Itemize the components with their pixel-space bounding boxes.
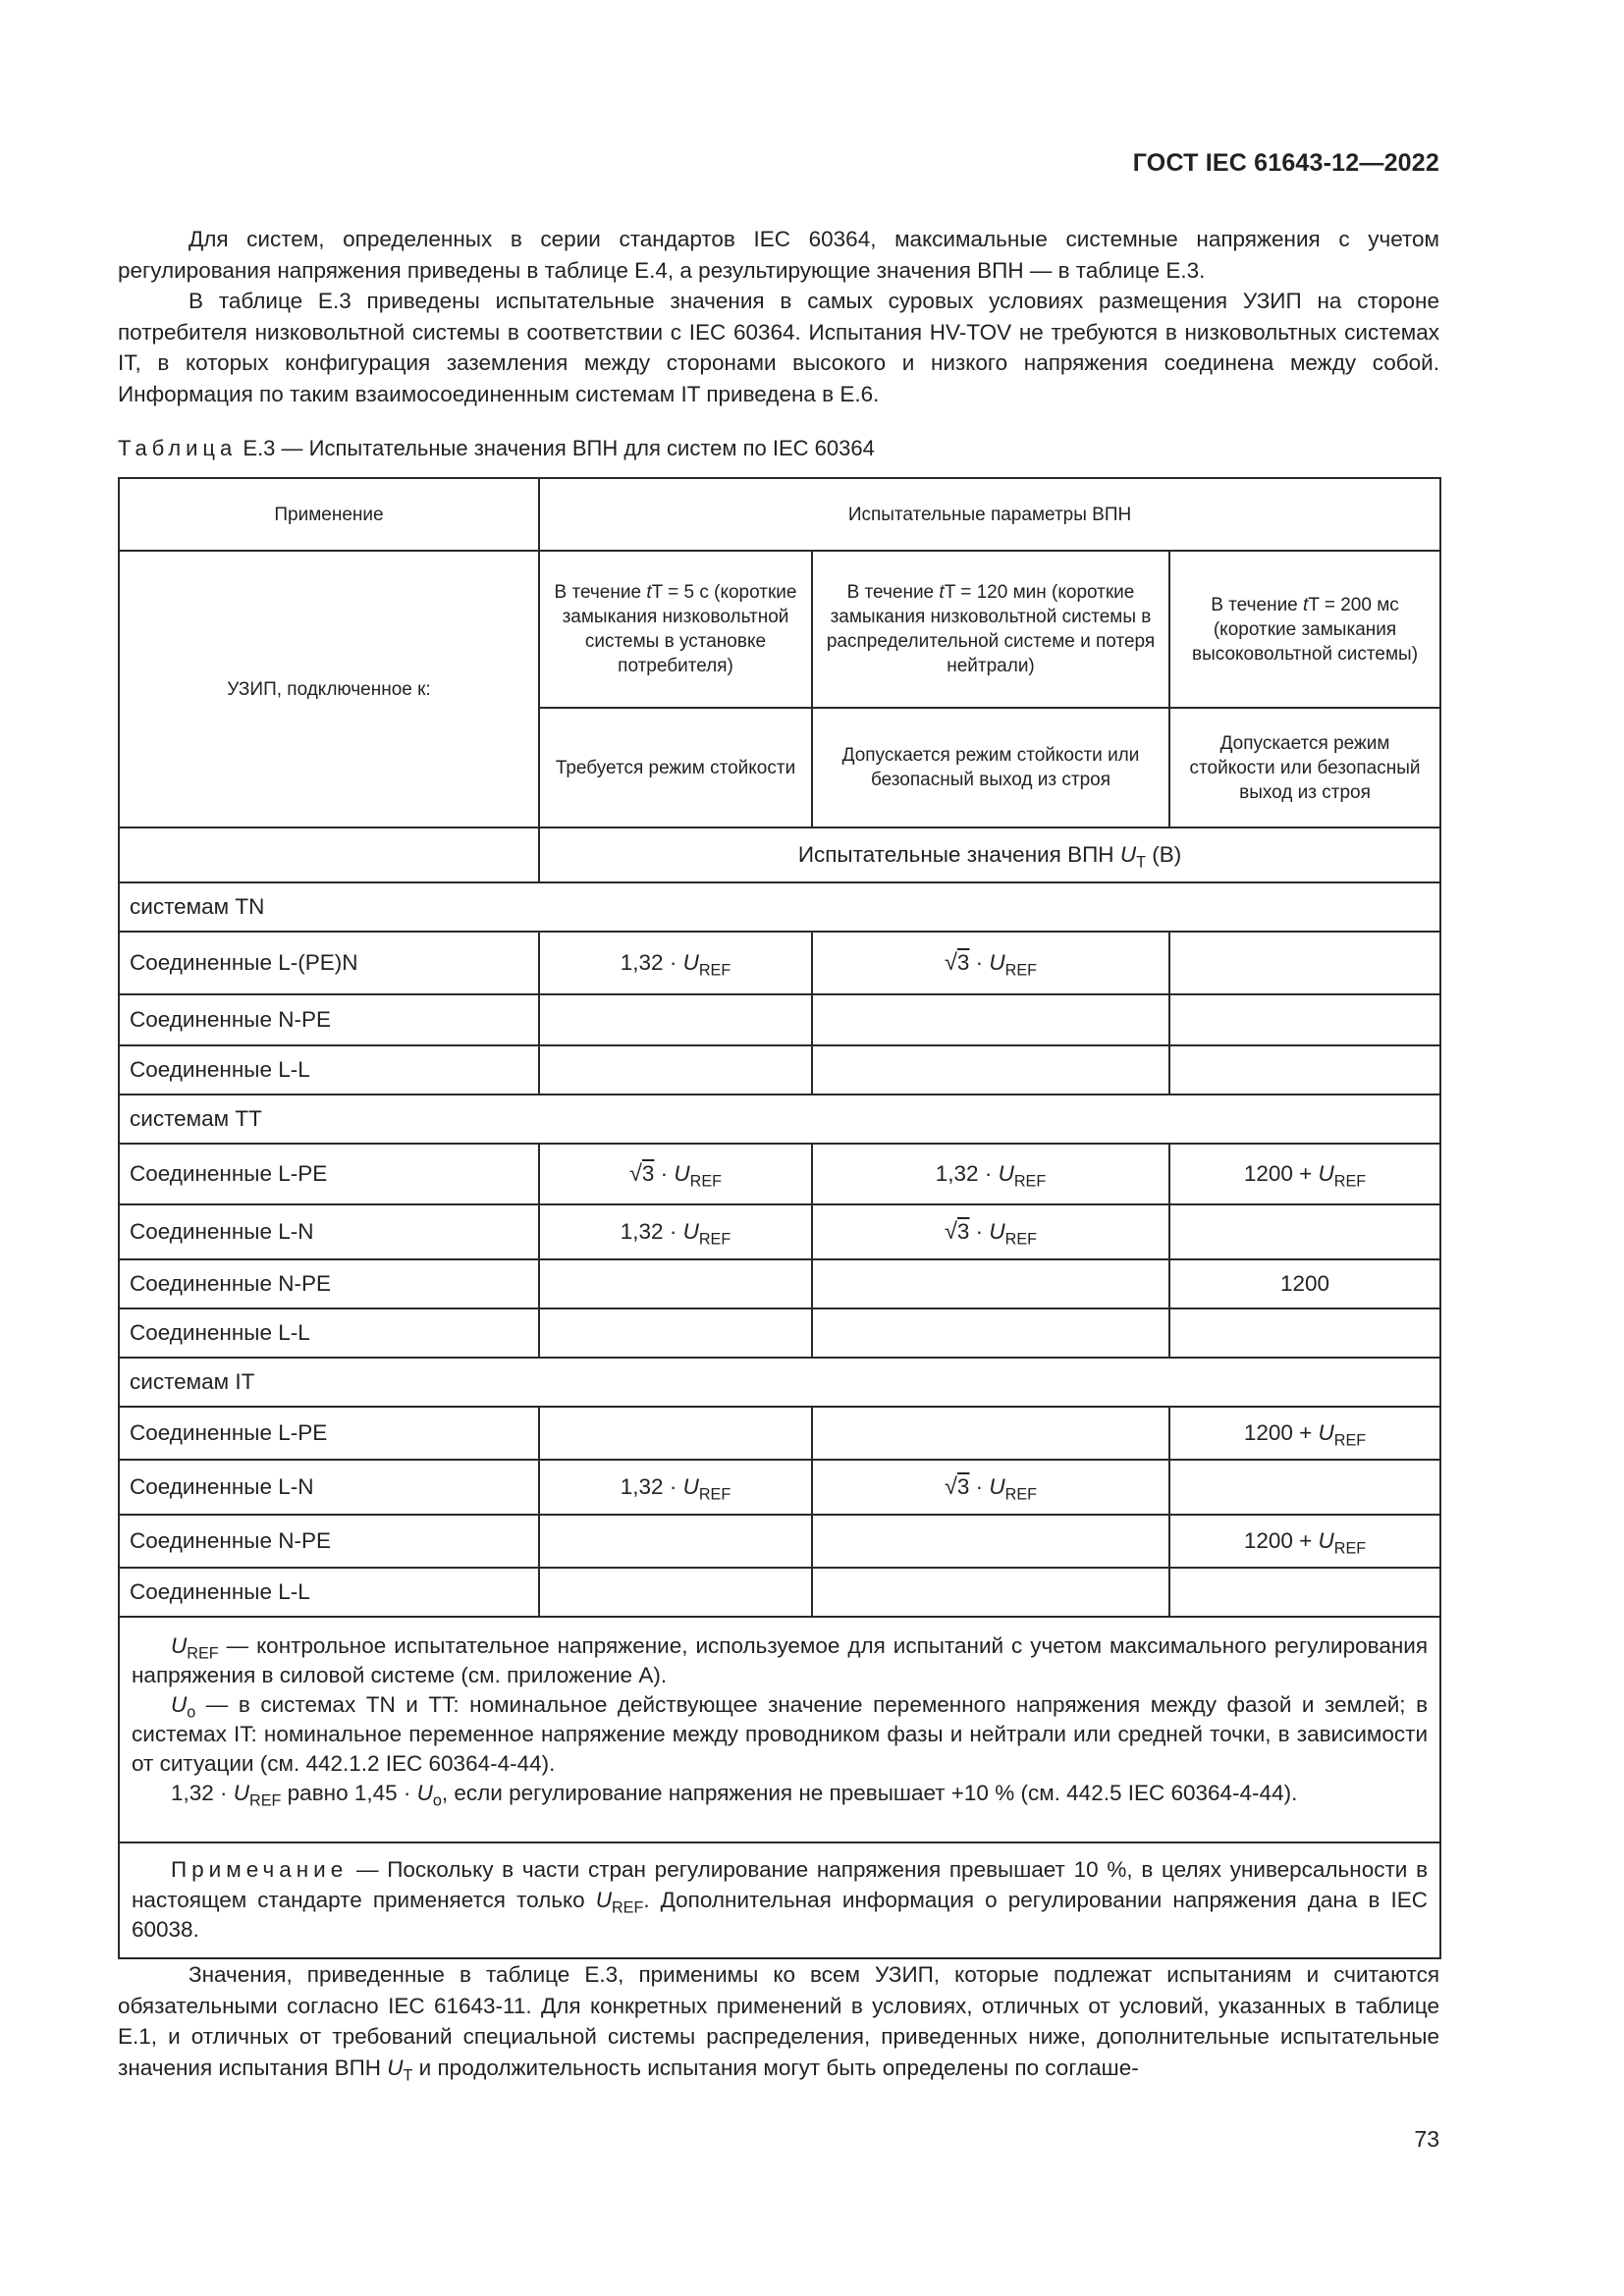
table-row [119,932,1440,994]
bottom-paragraph: Значения, приведенные в таблице Е.3, применимы ко всем УЗИП, которые подлежат испытаниям и считаются обязательными согласно IEC 61643-11. Для конкретных применений в условиях, отличных от условий, указанных в таблице Е.1, и отличных от требований специальной системы распределения, приведенных ниже, дополнительные испытательные значения испытания ВПН $U_T$ и продолжительность испытания могут быть определены по соглаше- [118,1962,1439,2085]
row-label: Соединенные L-(PE)N [119,932,539,994]
table-row [119,1144,1440,1204]
header-test-params: Испытательные параметры ВПН [539,478,1440,551]
table-row [119,1045,1440,1095]
note-equivalence: $1,32 \cdot U_{REF}$ равно $1,45 \cdot U_o$, если регулирование напряжения не превышает +10 % (см. 442.5 IEC 60364-4-44). [171,1781,1298,1810]
header-test-values: Испытательные значения ВПН $U_T$ (В) [539,828,1440,882]
row-label: Соединенные L-PE [119,1407,539,1460]
header-connected-to: УЗИП, подключенное к: [119,551,539,828]
sqrt-icon: √ [944,1473,957,1500]
cell-value: $√3 \cdot U_{REF}$ [812,1460,1169,1515]
caption-word: Таблица [118,436,238,460]
cell-value: $1,32 \cdot U_{REF}$ [539,1460,812,1515]
cell-value: $1200 + U_{REF}$ [1169,1144,1440,1204]
table-row [119,1407,1440,1460]
header-duration-200ms: В течение tT = 200 мс (короткие замыкания высоковольтной системы) [1169,551,1440,708]
row-label: Соединенные L-L [119,1045,539,1095]
note-label: Примечание [171,1857,349,1882]
bottom-text [118,1959,1439,2083]
row-label: Соединенные N-PE [119,1515,539,1568]
header-application: Применение [119,478,539,551]
row-label: Соединенные L-N [119,1204,539,1259]
table-row [119,1308,1440,1358]
cell-value: $1200 + U_{REF}$ [1169,1407,1440,1460]
table-row [119,551,1440,708]
group-it: системам IT [119,1358,1440,1407]
table-caption [118,436,875,461]
caption-rest: Е.3 — Испытательные значения ВПН для систем по IEC 60364 [243,436,875,460]
table-row [119,1204,1440,1259]
header-mode-3: Допускается режим стойкости или безопасный выход из строя [1169,708,1440,828]
note-uo: $U_o$ — в системах TN и TT: номинальное действующее значение переменного напряжения между фазой и землей; в системах IT: номинальное переменное напряжение между проводником фазы и нейтрали или средней точки, в зависимости от ситуации (см. 442.1.2 IEC 60364-4-44). [132,1692,1429,1776]
intro-text [118,224,1439,409]
table-row [119,1617,1440,1842]
cell-value: $1,32 \cdot U_{REF}$ [539,1204,812,1259]
table-footnote: Примечание — Поскольку в части стран регулирование напряжения превышает 10 %, в целях универсальности в настоящем стандарте применяется только $U_{REF}$. Дополнительная информация о регулировании напряжения дана в IEC 60038. [119,1842,1440,1958]
row-label: Соединенные L-PE [119,1144,539,1204]
table-row [119,882,1440,932]
cell-value: $1,32 \cdot U_{REF}$ [539,932,812,994]
cell-value [1169,932,1440,994]
note-uref: $U_{REF}$ — контрольное испытательное напряжение, используемое для испытаний с учетом максимального регулирования напряжения в силовой системе (см. приложение А). [132,1633,1429,1687]
row-label: Соединенные N-PE [119,1259,539,1308]
group-tn: системам TN [119,882,1440,932]
header-mode-2: Допускается режим стойкости или безопасный выход из строя [812,708,1169,828]
table-row [119,478,1440,551]
cell-value: $√3 \cdot U_{REF}$ [812,1204,1169,1259]
table-row [119,1515,1440,1568]
table-row [119,1095,1440,1144]
page-number: 73 [1414,2126,1439,2152]
document-code: ГОСТ IEC 61643-12—2022 [1132,149,1439,177]
row-label: Соединенные L-L [119,1568,539,1617]
header-mode-1: Требуется режим стойкости [539,708,812,828]
table-row [119,1358,1440,1407]
group-tt: системам TT [119,1095,1440,1144]
table-notes [119,1617,1440,1842]
intro-paragraph-2: В таблице Е.3 приведены испытательные значения в самых суровых условиях размещения УЗИП на стороне потребителя низковольтной системы в соответствии с IEC 60364. Испытания HV-TOV не требуются в низковольтных системах IT, в которых конфигурация заземления между сторонами высокого и низкого напряжения соединена между собой. Информация по таким взаимосоединенным системам IT приведена в Е.6. [118,289,1439,406]
tov-test-values-table [118,477,1441,1959]
table-row [119,828,1440,882]
sqrt-icon: √ [628,1160,642,1187]
row-label: Соединенные L-N [119,1460,539,1515]
row-label: Соединенные N-PE [119,994,539,1045]
cell-value: $1200 + U_{REF}$ [1169,1515,1440,1568]
header-duration-5s: В течение tT = 5 с (короткие замыкания низковольтной системы в установке потребителя) [539,551,812,708]
table-row [119,1568,1440,1617]
header-duration-120min: В течение tT = 120 мин (короткие замыкания низковольтной системы в распределительной системе и потеря нейтрали) [812,551,1169,708]
table-row [119,1259,1440,1308]
sqrt-icon: √ [944,1218,957,1245]
row-label: Соединенные L-L [119,1308,539,1358]
table-row [119,1460,1440,1515]
table-row [119,994,1440,1045]
sqrt-icon: √ [944,949,957,976]
cell-value: 1200 [1169,1259,1440,1308]
empty-cell [119,828,539,882]
cell-value: $√3 \cdot U_{REF}$ [539,1144,812,1204]
cell-value: $1,32 \cdot U_{REF}$ [812,1144,1169,1204]
cell-value: $√3 \cdot U_{REF}$ [812,932,1169,994]
table-row [119,1842,1440,1958]
intro-paragraph-1: Для систем, определенных в серии стандартов IEC 60364, максимальные системные напряжения с учетом регулирования напряжения приведены в таблице Е.4, а результирующие значения ВПН — в таблице Е.3. [118,227,1439,283]
